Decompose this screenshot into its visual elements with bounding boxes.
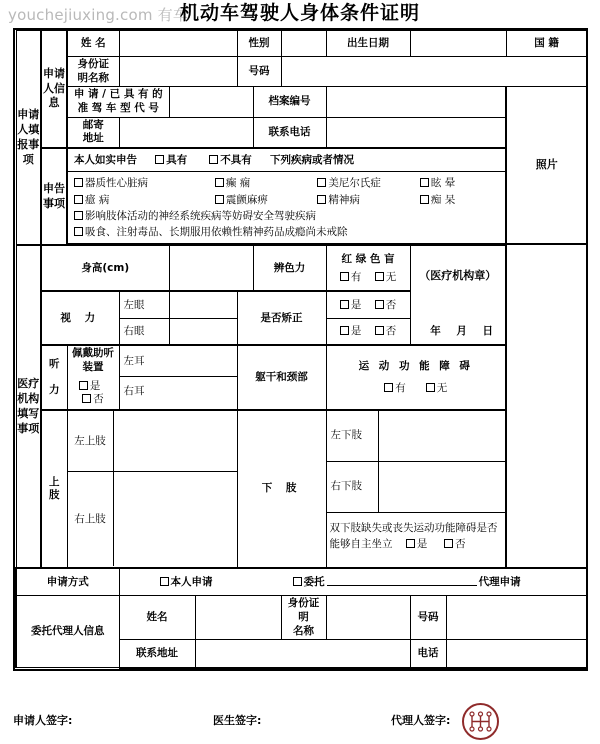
checkbox-corrected-left-yes[interactable]: 是: [340, 299, 362, 312]
label-hearing: 听 力: [41, 345, 67, 410]
declaration-header: 本人如实申告 具有 不具有 下列疾病或者情况: [67, 148, 506, 172]
input-archive-no[interactable]: [326, 87, 506, 117]
input-agent-name-line[interactable]: [327, 576, 477, 586]
label-color-vision: 辨色力: [253, 245, 326, 291]
checkbox-disease-parkinson[interactable]: 震颤麻痹: [215, 192, 268, 208]
signature-row: [13, 712, 588, 736]
agent-block-label: 委托代理人信息: [16, 596, 119, 668]
checkbox-not-has[interactable]: 不具有: [209, 154, 252, 167]
label-hearing-aid: 佩戴助听装置: [72, 347, 114, 373]
row-left-lower: [327, 411, 506, 462]
label-birth-date: 出生日期: [326, 31, 410, 57]
disease-row-3: [74, 208, 501, 224]
gearshift-logo-icon: [462, 703, 499, 740]
site-watermark: youchejiuxing.com 有车: [8, 6, 189, 24]
label-height: 身高(cm): [41, 245, 169, 291]
checkbox-corrected-left-no[interactable]: 否: [375, 299, 397, 312]
signature-doctor[interactable]: 医生签字:: [213, 714, 262, 727]
corrected-right-group: [326, 318, 410, 345]
label-archive-no: 档案编号: [253, 87, 326, 117]
label-gender: 性别: [237, 31, 281, 57]
label-upper-limb: 上 肢: [41, 410, 67, 568]
checkbox-disease-organic-heart[interactable]: 器质性心脏病: [74, 175, 148, 191]
applicant-info-label: 申请人信息: [41, 31, 67, 148]
certificate-table: [13, 28, 588, 671]
motor-disorder-group: [326, 345, 506, 410]
checkbox-hearing-aid-no[interactable]: 否: [82, 393, 104, 406]
input-name[interactable]: [119, 31, 237, 57]
sit-question-group: 双下肢缺失或丧失运动功能障碍是否能够自主坐立 是 否: [327, 513, 506, 567]
label-left-lower: 左下肢: [327, 411, 379, 461]
label-right-upper: 右上肢: [68, 472, 114, 566]
checkbox-motor-no[interactable]: 无: [426, 382, 448, 395]
label-mail-address: 邮寄 地址: [67, 117, 119, 148]
row-right-lower: [327, 462, 506, 513]
checkbox-has-box[interactable]: [155, 155, 164, 164]
input-license-type[interactable]: [169, 87, 253, 117]
medical-block-label: 医疗机构填写事项: [16, 245, 41, 568]
checkbox-motor-yes[interactable]: 有: [384, 382, 406, 395]
input-right-eye[interactable]: [169, 318, 237, 345]
input-left-eye[interactable]: [169, 291, 237, 318]
checkbox-has[interactable]: 具有: [155, 154, 187, 167]
label-name: 姓 名: [67, 31, 119, 57]
gearshift-glyph: [464, 705, 497, 738]
label-right-eye: 右眼: [119, 318, 169, 345]
input-agent-name[interactable]: [195, 596, 281, 640]
photo-box[interactable]: 照片: [506, 87, 587, 244]
input-agent-id-no[interactable]: [446, 596, 587, 640]
input-birth-date[interactable]: [410, 31, 506, 57]
checkbox-entrust-apply[interactable]: 委托: [293, 576, 325, 589]
input-id-type[interactable]: [119, 57, 237, 87]
hearing-aid-group: [67, 345, 119, 410]
checkbox-disease-mental-illness[interactable]: 精神病: [317, 192, 360, 208]
disease-row-1: [74, 175, 501, 191]
signature-applicant[interactable]: 申请人签字:: [13, 714, 73, 727]
label-agent-name: 姓名: [119, 596, 195, 640]
label-motor-disorder: 运 动 功 能 障 碍: [358, 360, 473, 373]
input-right-lower[interactable]: [379, 462, 506, 512]
label-vision: 视 力: [41, 291, 119, 345]
input-contact-phone[interactable]: [326, 117, 506, 148]
colorblind-group: [326, 245, 410, 291]
label-right-lower: 右下肢: [327, 462, 379, 512]
input-left-lower[interactable]: [379, 411, 506, 461]
input-agent-address[interactable]: [195, 640, 410, 668]
label-lower-limb: 下 肢: [237, 410, 326, 568]
label-apply-method: 申请方式: [16, 568, 119, 596]
page-title: 机动车驾驶人身体条件证明: [179, 2, 420, 24]
checkbox-disease-dementia[interactable]: 痴 呆: [420, 192, 455, 208]
label-id-type: 身份证 明名称: [67, 57, 119, 87]
seal-date[interactable]: 年 月 日: [430, 325, 500, 338]
input-mail-address[interactable]: [119, 117, 253, 148]
checkbox-disease-meniere[interactable]: 美尼尔氏症: [317, 175, 381, 191]
label-corrected: 是否矫正: [237, 291, 326, 345]
checkbox-colorblind-no[interactable]: 无: [375, 271, 397, 284]
input-gender[interactable]: [281, 31, 326, 57]
label-agent-id-no: 号码: [410, 596, 446, 640]
row-left-ear: 左耳: [120, 349, 237, 377]
checkbox-not-has-box[interactable]: [209, 155, 218, 164]
input-agent-phone[interactable]: [446, 640, 587, 668]
disease-row-2: [74, 192, 501, 208]
label-colorblind: 红 绿 色 盲: [341, 252, 395, 265]
corrected-left-group: [326, 291, 410, 318]
label-trunk-neck: 躯干和颈部: [237, 345, 326, 410]
checkbox-colorblind-yes[interactable]: 有: [340, 271, 362, 284]
label-left-upper: 左上肢: [68, 411, 114, 471]
lower-limb-values: [326, 410, 506, 568]
input-left-upper[interactable]: [114, 411, 237, 471]
label-contact-phone: 联系电话: [253, 117, 326, 148]
checkbox-disease-vertigo[interactable]: 眩 晕: [420, 175, 455, 191]
checkbox-corrected-right-no[interactable]: 否: [375, 325, 397, 338]
apply-method-options: 本人申请 委托 代理申请: [119, 568, 587, 596]
ear-values: [119, 345, 237, 410]
seal-label: （医疗机构章）: [419, 269, 497, 283]
checkbox-disease-drug-addiction[interactable]: 吸食、注射毒品、长期服用依赖性精神药品成瘾尚未戒除: [74, 224, 348, 240]
row-right-upper: [68, 472, 237, 566]
disease-checklist: [67, 172, 506, 244]
row-right-ear: 右耳: [123, 385, 145, 398]
label-agent-address: 联系地址: [119, 640, 195, 668]
checkbox-disease-epilepsy[interactable]: 癫 痫: [215, 175, 250, 191]
applicant-block-label: 申请人填报事项: [16, 31, 41, 246]
upper-limb-values: [67, 410, 237, 568]
disease-row-4: [74, 224, 501, 240]
label-left-eye: 左眼: [119, 291, 169, 318]
medical-seal-box: [410, 245, 506, 345]
checkbox-sit-yes[interactable]: 是: [406, 537, 428, 553]
label-nationality: 国 籍: [506, 31, 587, 57]
input-height[interactable]: [169, 245, 253, 291]
input-agent-id-type[interactable]: [326, 596, 410, 640]
label-license-type: 申 请 / 已 具 有 的 准 驾 车 型 代 号: [67, 87, 169, 117]
checkbox-self-apply[interactable]: 本人申请: [160, 576, 213, 589]
row-left-upper: [68, 411, 237, 472]
declare-block-label: 申告事项: [41, 148, 67, 246]
input-right-upper[interactable]: [114, 472, 237, 566]
label-agent-phone: 电话: [410, 640, 446, 668]
checkbox-sit-no[interactable]: 否: [444, 537, 466, 553]
input-id-number-grid[interactable]: [281, 57, 587, 87]
signature-agent[interactable]: 代理人签字:: [391, 714, 451, 727]
label-id-number: 号码: [237, 57, 281, 87]
checkbox-disease-neuro[interactable]: 影响肢体活动的神经系统疾病等妨碍安全驾驶疾病: [74, 208, 316, 224]
checkbox-hearing-aid-yes[interactable]: 是: [79, 380, 101, 393]
checkbox-corrected-right-yes[interactable]: 是: [340, 325, 362, 338]
checkbox-disease-hysteria[interactable]: 癔 病: [74, 192, 109, 208]
label-agent-id-type: 身份证明 名称: [281, 596, 326, 640]
